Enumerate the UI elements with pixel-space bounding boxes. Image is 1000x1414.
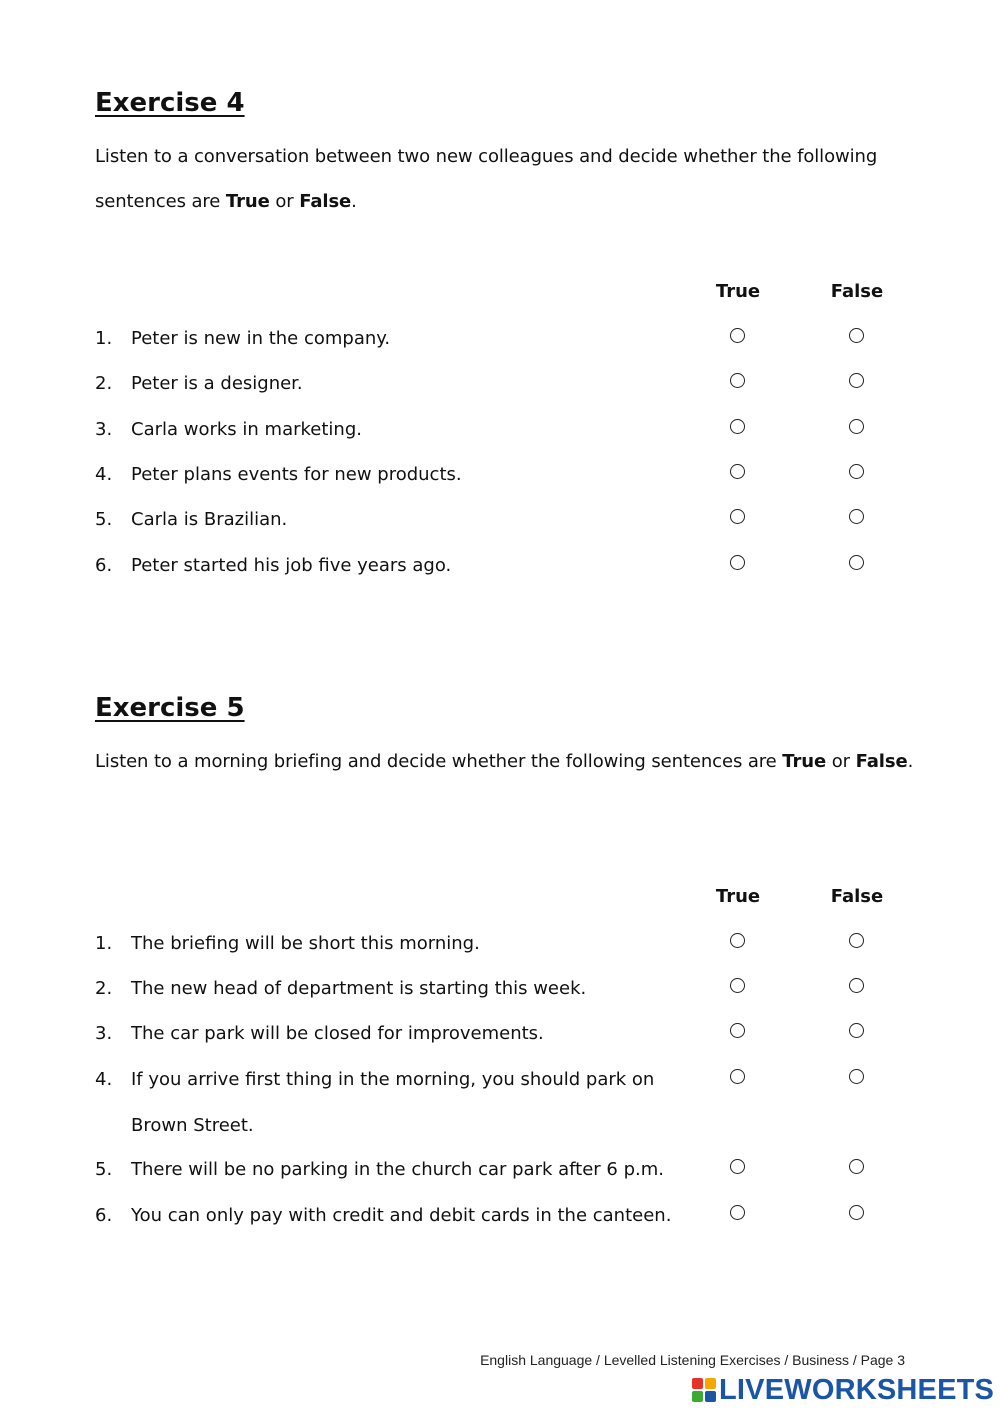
false-radio[interactable] <box>849 1159 864 1174</box>
question-number: 3. <box>95 1023 113 1044</box>
exercise-4-true-header: True <box>715 281 761 302</box>
question-number: 4. <box>95 1069 113 1090</box>
logo-square-blue <box>705 1391 716 1402</box>
page-footer: English Language / Levelled Listening Exercises / Business / Page 3 <box>480 1352 905 1368</box>
question-text: If you arrive first thing in the morning, you should park on Brown Street. <box>131 1069 655 1136</box>
logo-text: LIVEWORKSHEETS <box>719 1373 995 1406</box>
true-radio[interactable] <box>730 509 745 524</box>
exercise-5-false-header: False <box>830 886 884 907</box>
question-number: 2. <box>95 373 113 394</box>
true-radio[interactable] <box>730 464 745 479</box>
question-text: Carla works in marketing. <box>131 419 362 441</box>
exercise-5-true-header: True <box>715 886 761 907</box>
question-number: 3. <box>95 419 113 440</box>
question-number: 5. <box>95 509 113 530</box>
question-number: 2. <box>95 978 113 999</box>
logo-square-red <box>692 1378 703 1389</box>
question-text: The briefing will be short this morning. <box>131 933 480 955</box>
false-radio[interactable] <box>849 373 864 388</box>
true-radio[interactable] <box>730 1069 745 1084</box>
false-radio[interactable] <box>849 933 864 948</box>
question-number: 1. <box>95 933 113 954</box>
true-radio[interactable] <box>730 419 745 434</box>
question-number: 5. <box>95 1159 113 1180</box>
question-number: 6. <box>95 1205 113 1226</box>
false-radio[interactable] <box>849 1205 864 1220</box>
false-radio[interactable] <box>849 1069 864 1084</box>
true-radio[interactable] <box>730 933 745 948</box>
true-radio[interactable] <box>730 1159 745 1174</box>
logo-square-orange <box>705 1378 716 1389</box>
question-number: 1. <box>95 328 113 349</box>
question-text: Peter is new in the company. <box>131 328 391 350</box>
true-radio[interactable] <box>730 978 745 993</box>
false-radio[interactable] <box>849 1023 864 1038</box>
question-text: Peter plans events for new products. <box>131 464 462 486</box>
true-radio[interactable] <box>730 1023 745 1038</box>
exercise-5-instructions: Listen to a morning briefing and decide whether the following sentences are True or False. <box>95 751 914 772</box>
question-text: Peter started his job five years ago. <box>131 555 452 577</box>
true-radio[interactable] <box>730 373 745 388</box>
false-radio[interactable] <box>849 555 864 570</box>
true-radio[interactable] <box>730 555 745 570</box>
true-radio[interactable] <box>730 1205 745 1220</box>
question-number: 6. <box>95 555 113 576</box>
exercise-4-instructions: Listen to a conversation between two new colleagues and decide whether the following sentences are True or False. <box>95 146 878 212</box>
false-radio[interactable] <box>849 464 864 479</box>
question-text: Carla is Brazilian. <box>131 509 288 531</box>
logo-mark-icon <box>692 1378 716 1402</box>
false-radio[interactable] <box>849 419 864 434</box>
question-text: There will be no parking in the church car park after 6 p.m. <box>131 1159 664 1181</box>
false-radio[interactable] <box>849 328 864 343</box>
liveworksheets-logo <box>692 1374 994 1406</box>
exercise-5-title: Exercise 5 <box>95 693 245 723</box>
question-text: You can only pay with credit and debit cards in the canteen. <box>131 1205 672 1227</box>
question-text: Peter is a designer. <box>131 373 303 395</box>
question-text: The new head of department is starting this week. <box>131 978 587 1000</box>
question-text: The car park will be closed for improvements. <box>131 1023 544 1045</box>
true-radio[interactable] <box>730 328 745 343</box>
exercise-4-false-header: False <box>830 281 884 302</box>
question-number: 4. <box>95 464 113 485</box>
false-radio[interactable] <box>849 509 864 524</box>
false-radio[interactable] <box>849 978 864 993</box>
logo-square-green <box>692 1391 703 1402</box>
exercise-4-title: Exercise 4 <box>95 88 245 118</box>
